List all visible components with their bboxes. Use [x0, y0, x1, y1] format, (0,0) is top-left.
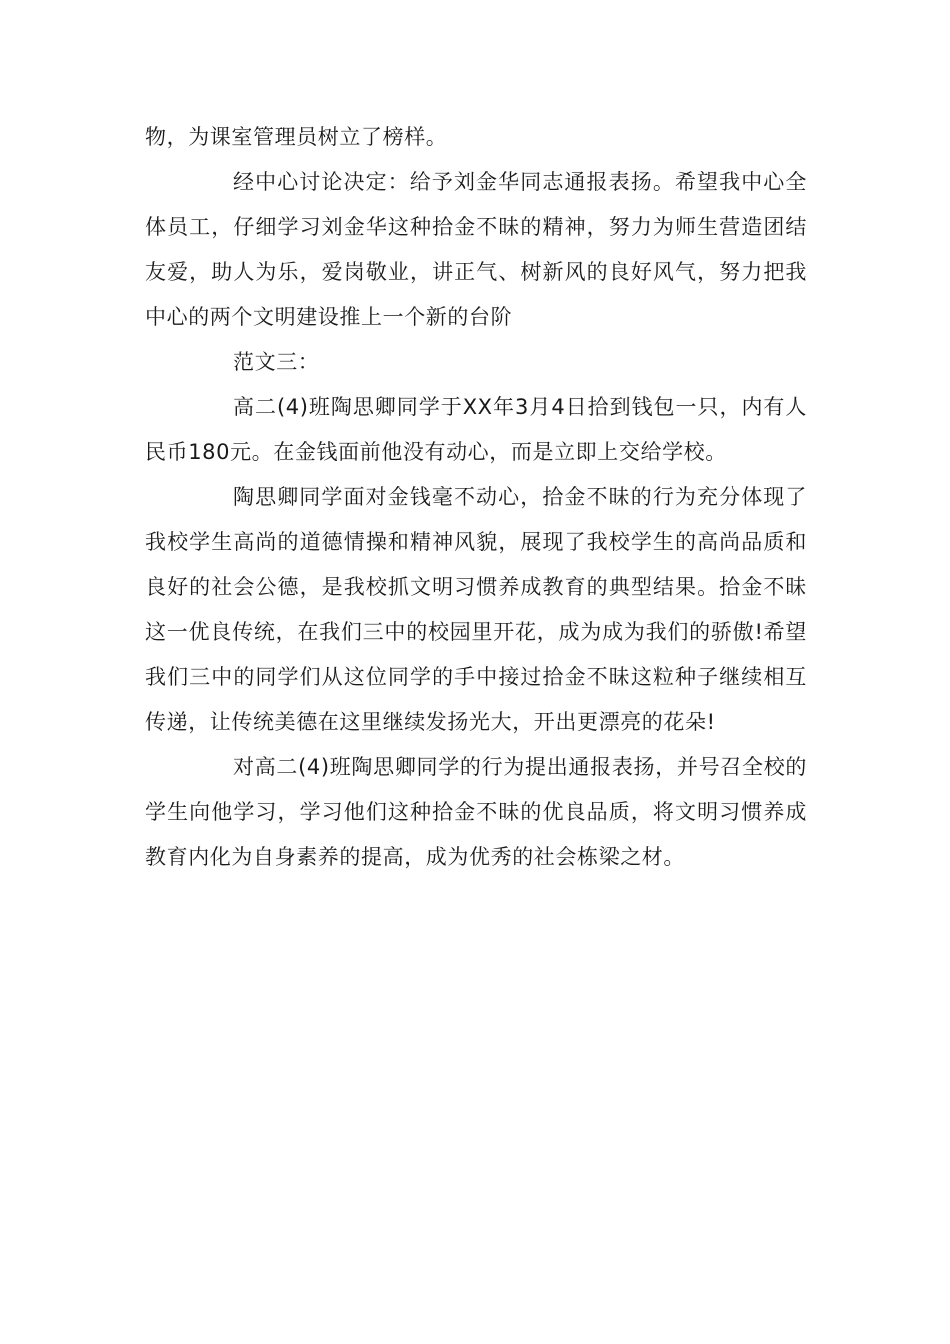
paragraph-praise: 陶思卿同学面对金钱毫不动心，拾金不昧的行为充分体现了我校学生高尚的道德情操和精神风貌，展现了我校学生的高尚品质和良好的社会公德，是我校抓文明习惯养成教育的典型结果。拾金不昧这一优良传统，在我们三中的校园里开花，成为成为我们的骄傲!希望我们三中的同学们从这位同学的手中接过拾金不昧这粒种子继续相互传递，让传统美德在这里继续发扬光大，开出更漂亮的花朵! [145, 485, 807, 734]
paragraph-decision: 经中心讨论决定：给予刘金华同志通报表扬。希望我中心全体员工，仔细学习刘金华这种拾金不昧的精神，努力为师生营造团结友爱，助人为乐，爱岗敬业，讲正气、树新风的良好风气，努力把我中心的两个文明建设推上一个新的台阶 [145, 170, 807, 329]
document-body [145, 115, 807, 880]
paragraph-commendation: 对高二(4)班陶思卿同学的行为提出通报表扬，并号召全校的学生向他学习，学习他们这种拾金不昧的优良品质，将文明习惯养成教育内化为自身素养的提高，成为优秀的社会栋梁之材。 [145, 755, 807, 869]
paragraph-incident: 高二(4)班陶思卿同学于XX年3月4日拾到钱包一只，内有人民币180元。在金钱面前他没有动心，而是立即上交给学校。 [145, 395, 807, 464]
paragraph-sample-heading: 范文三： [233, 350, 320, 374]
paragraph-continuation: 物，为课室管理员树立了榜样。 [145, 125, 448, 149]
